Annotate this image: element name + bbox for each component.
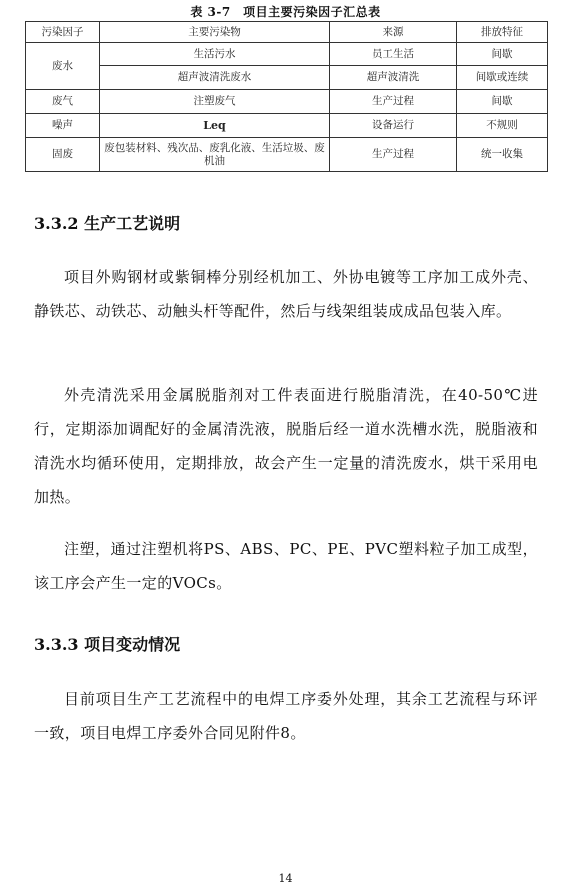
table-caption: 表 3-7 项目主要污染因子汇总表: [190, 5, 381, 19]
header-factor: 污染因子: [26, 22, 100, 43]
header-pollutant: 主要污染物: [100, 22, 330, 43]
cell-factor: 废水: [26, 43, 100, 90]
cell-source: 设备运行: [330, 114, 457, 138]
section-heading-3-3-3: 3.3.3 项目变动情况: [34, 635, 181, 654]
table-row: [26, 138, 548, 172]
paragraph-injection-molding: 注塑，通过注塑机将PS、ABS、PC、PE、PVC塑料粒子加工成型，该工序会产生一定的VOCs。: [34, 540, 538, 592]
cell-pollutant: 生活污水: [100, 43, 330, 66]
cell-feature: 不规则: [457, 114, 548, 138]
cell-factor: 噪声: [26, 114, 100, 138]
cell-pollutant: 超声波清洗废水: [100, 66, 330, 90]
cell-factor: 固废: [26, 138, 100, 172]
table-row: [26, 43, 548, 66]
paragraph-project-changes: 目前项目生产工艺流程中的电焊工序委外处理，其余工艺流程与环评一致，项目电焊工序委外合同见附件8。: [34, 690, 538, 742]
table-row: [26, 114, 548, 138]
section-heading-3-3-2: 3.3.2 生产工艺说明: [34, 214, 181, 233]
table-row: [26, 90, 548, 114]
cell-pollutant: 注塑废气: [100, 90, 330, 114]
paragraph-shell-cleaning: 外壳清洗采用金属脱脂剂对工件表面进行脱脂清洗，在40-50℃进行，定期添加调配好的金属清洗液，脱脂后经一道水洗槽水洗，脱脂液和清洗水均循环使用，定期排放，故会产生一定量的清洗废水，烘干采用电加热。: [34, 386, 538, 506]
cell-feature: 统一收集: [457, 138, 548, 172]
cell-feature: 间歇: [457, 90, 548, 114]
cell-feature: 间歇或连续: [457, 66, 548, 90]
cell-pollutant: Leq: [100, 114, 330, 138]
paragraph-process-overview: 项目外购钢材或紫铜棒分别经机加工、外协电镀等工序加工成外壳、静铁芯、动铁芯、动触头杆等配件，然后与线架组装成成品包装入库。: [34, 268, 538, 320]
header-feature: 排放特征: [457, 22, 548, 43]
page-number: 14: [278, 872, 293, 885]
cell-feature: 间歇: [457, 43, 548, 66]
cell-source: 生产过程: [330, 138, 457, 172]
header-source: 来源: [330, 22, 457, 43]
cell-factor: 废气: [26, 90, 100, 114]
cell-source: 生产过程: [330, 90, 457, 114]
table-header-row: [26, 22, 548, 43]
table-row: [26, 66, 548, 90]
pollutant-summary-table: [25, 21, 548, 172]
cell-pollutant: 废包装材料、残次品、废乳化液、生活垃圾、废机油: [100, 138, 330, 172]
cell-source: 超声波清洗: [330, 66, 457, 90]
cell-source: 员工生活: [330, 43, 457, 66]
